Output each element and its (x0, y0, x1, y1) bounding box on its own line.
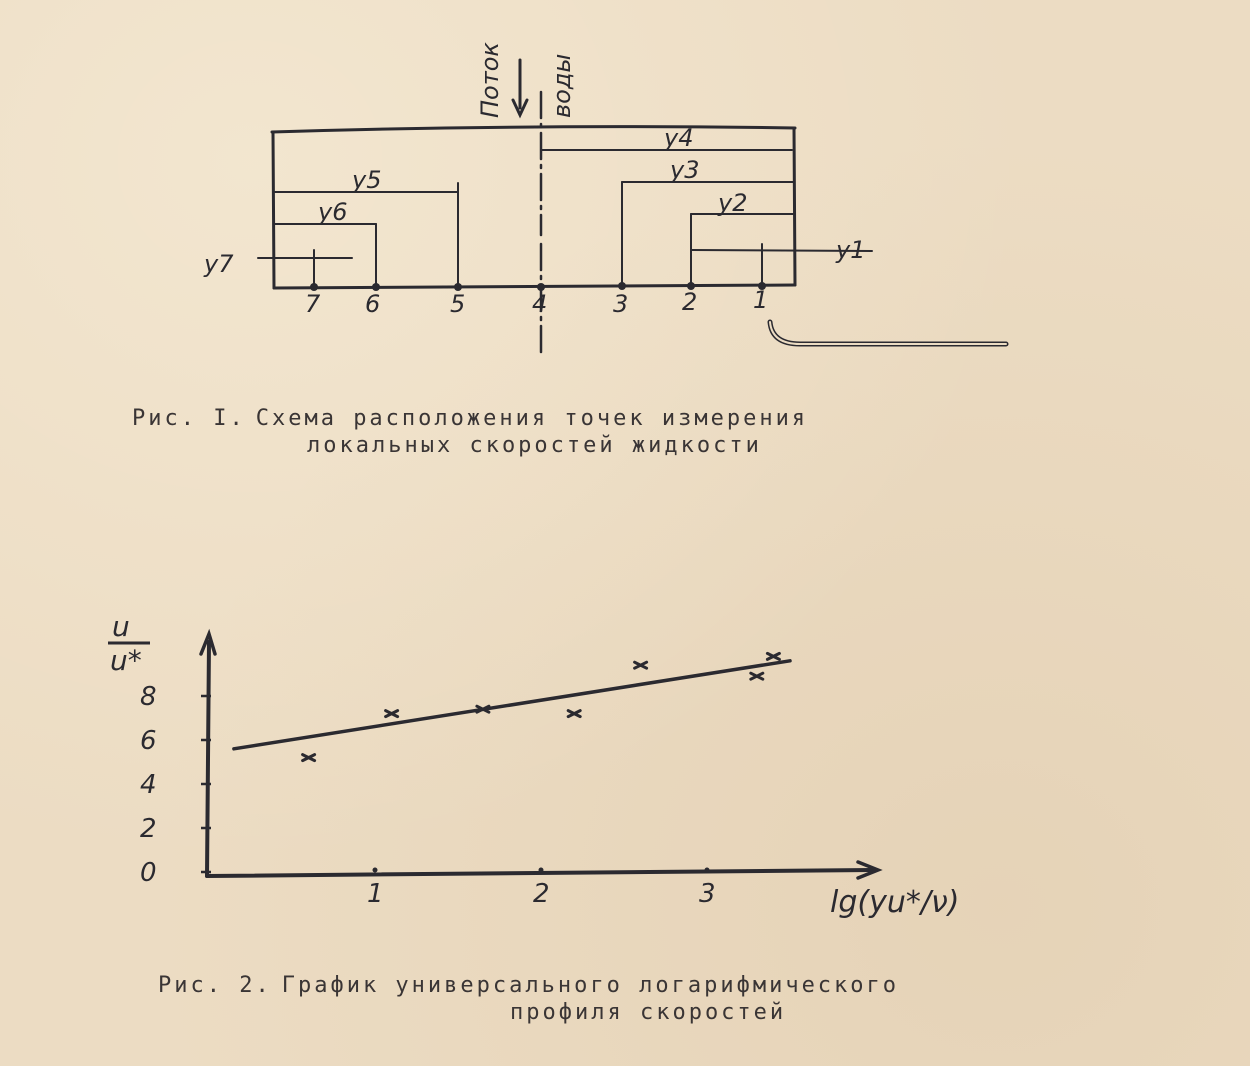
figure2-caption-text: График универсального логарифмического (281, 973, 900, 998)
point-number-4: 4 (532, 290, 548, 318)
label-y2: у2 (718, 189, 748, 217)
data-point (386, 711, 398, 717)
y-tick-label: 6 (140, 726, 157, 756)
x-tick (373, 868, 378, 873)
figure2-caption-line2: профиля скоростей (510, 1000, 787, 1025)
point-number-2: 2 (682, 288, 698, 316)
data-point (751, 673, 763, 679)
figure1-caption-text: Схема расположения точек измерения (255, 406, 809, 431)
label-y3: у3 (670, 156, 700, 184)
x-tick-label: 2 (533, 879, 550, 909)
point-number-1: 1 (753, 286, 769, 314)
point-number-7: 7 (305, 290, 321, 318)
figure1-caption-line2: локальных скоростей жидкости (307, 433, 762, 458)
x-axis-label: lg(yu*/ν) (830, 885, 960, 920)
x-tick (705, 868, 710, 873)
flow-label-left: Поток (476, 42, 504, 118)
y-tick-label: 2 (140, 814, 157, 844)
figure1-caption-label: Рис. I. (132, 406, 246, 431)
point-number-3: 3 (613, 290, 629, 318)
flow-label-right: воды (548, 53, 576, 118)
y-tick-label: 8 (140, 682, 157, 712)
data-point (635, 662, 647, 668)
y-axis (207, 642, 209, 876)
y-tick-label: 4 (140, 770, 157, 800)
label-y6: у6 (318, 198, 348, 226)
x-tick (539, 868, 544, 873)
y-tick-label: 0 (140, 858, 157, 888)
point-number-6: 6 (365, 290, 381, 318)
label-y5: у5 (352, 166, 382, 194)
y-axis-label (108, 610, 150, 677)
data-point (303, 755, 315, 761)
label-y4: у4 (664, 124, 694, 152)
x-tick-label: 3 (699, 879, 716, 909)
point-number-5: 5 (450, 290, 466, 318)
fit-line (234, 661, 790, 749)
y-axis-label-top: u (112, 610, 130, 643)
label-y1: у1 (836, 236, 866, 264)
y-axis-label-bottom: u* (110, 644, 142, 677)
data-point (767, 653, 779, 659)
figure2-caption-line1 (158, 973, 899, 998)
data-point (568, 711, 580, 717)
x-tick-label: 1 (367, 879, 384, 909)
label-y7: у7 (204, 250, 234, 278)
figure2-caption-label: Рис. 2. (158, 973, 272, 998)
